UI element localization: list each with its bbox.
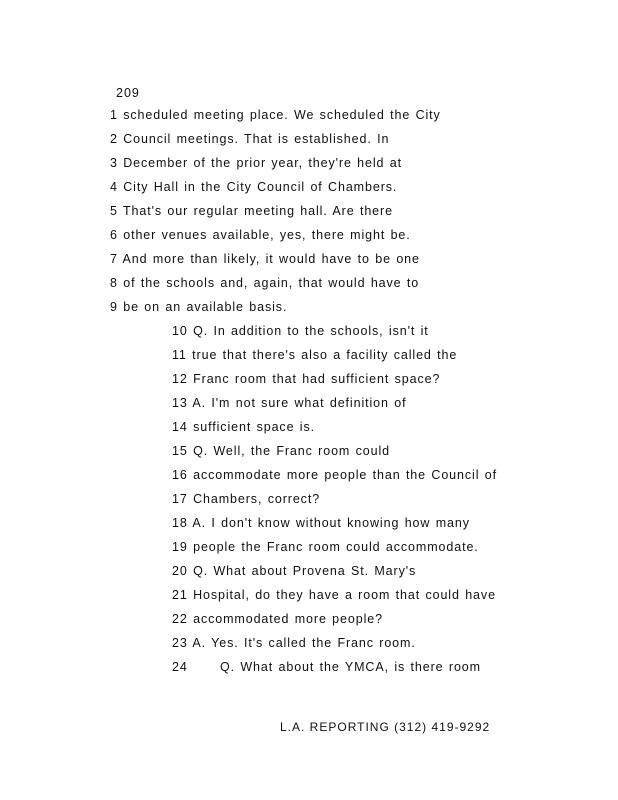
transcript-line <box>110 276 419 290</box>
line-text: Q. Well, the Franc room could <box>193 444 390 458</box>
line-number: 5 <box>110 204 118 218</box>
transcript-line <box>172 324 429 338</box>
line-number: 19 <box>172 540 188 554</box>
transcript-line <box>110 228 411 242</box>
transcript-line <box>172 612 383 626</box>
transcript-line <box>172 468 497 482</box>
line-number: 12 <box>172 372 188 386</box>
line-text: Franc room that had sufficient space? <box>193 372 441 386</box>
line-text: Chambers, correct? <box>193 492 321 506</box>
line-text: sufficient space is. <box>193 420 315 434</box>
reporter-footer: L.A. REPORTING (312) 419-9292 <box>280 720 491 734</box>
line-number: 18 <box>172 516 188 530</box>
transcript-line <box>172 516 470 530</box>
line-number: 23 <box>172 636 188 650</box>
line-text: A. I don't know without knowing how many <box>192 516 470 530</box>
transcript-line <box>172 588 496 602</box>
line-text: A. Yes. It's called the Franc room. <box>192 636 416 650</box>
line-text: other venues available, yes, there might be. <box>123 228 411 242</box>
line-text: people the Franc room could accommodate. <box>193 540 479 554</box>
line-number: 11 <box>172 348 187 362</box>
transcript-line <box>110 156 402 170</box>
line-number: 14 <box>172 420 188 434</box>
line-number: 20 <box>172 564 188 578</box>
line-number: 8 <box>110 276 118 290</box>
line-number: 1 <box>110 108 118 122</box>
transcript-line <box>172 396 406 410</box>
transcript-line <box>172 444 390 458</box>
line-text: That's our regular meeting hall. Are there <box>123 204 393 218</box>
line-text: accommodate more people than the Council of <box>193 468 497 482</box>
transcript-line <box>172 636 416 650</box>
line-text: Q. In addition to the schools, isn't it <box>193 324 429 338</box>
transcript-line <box>172 492 320 506</box>
line-number: 7 <box>110 252 118 266</box>
line-number: 2 <box>110 132 118 146</box>
transcript-line <box>110 252 420 266</box>
line-number: 10 <box>172 324 188 338</box>
line-number: 17 <box>172 492 188 506</box>
transcript-line <box>172 420 315 434</box>
transcript-line <box>110 204 393 218</box>
line-number: 6 <box>110 228 118 242</box>
line-number: 15 <box>172 444 188 458</box>
line-text: true that there's also a facility called the <box>192 348 458 362</box>
page-number: 209 <box>116 86 140 100</box>
line-text: Q. What about Provena St. Mary's <box>193 564 417 578</box>
transcript-line <box>110 300 287 314</box>
transcript-line <box>172 540 479 554</box>
line-number: 9 <box>110 300 118 314</box>
transcript-line <box>172 660 481 674</box>
line-number: 3 <box>110 156 118 170</box>
line-number: 16 <box>172 468 188 482</box>
transcript-line <box>110 180 397 194</box>
transcript-line <box>172 348 457 362</box>
line-text: City Hall in the City Council of Chambers. <box>123 180 398 194</box>
line-text: Hospital, do they have a room that could have <box>193 588 496 602</box>
line-text: Council meetings. That is established. In <box>123 132 390 146</box>
line-text: And more than likely, it would have to be one <box>122 252 420 266</box>
line-number: 13 <box>172 396 188 410</box>
line-number: 4 <box>110 180 118 194</box>
line-text: Q. What about the YMCA, is there room <box>219 660 481 674</box>
line-number: 21 <box>172 588 188 602</box>
line-text: December of the prior year, they're held at <box>123 156 402 170</box>
transcript-line <box>110 108 441 122</box>
line-text: accommodated more people? <box>193 612 383 626</box>
transcript-line <box>110 132 389 146</box>
line-number: 24 <box>172 660 188 674</box>
line-text: of the schools and, again, that would have to <box>123 276 420 290</box>
transcript-line <box>172 564 416 578</box>
line-text: be on an available basis. <box>123 300 288 314</box>
line-text: A. I'm not sure what definition of <box>192 396 407 410</box>
line-text: scheduled meeting place. We scheduled the City <box>123 108 441 122</box>
line-number: 22 <box>172 612 188 626</box>
transcript-line <box>172 372 440 386</box>
